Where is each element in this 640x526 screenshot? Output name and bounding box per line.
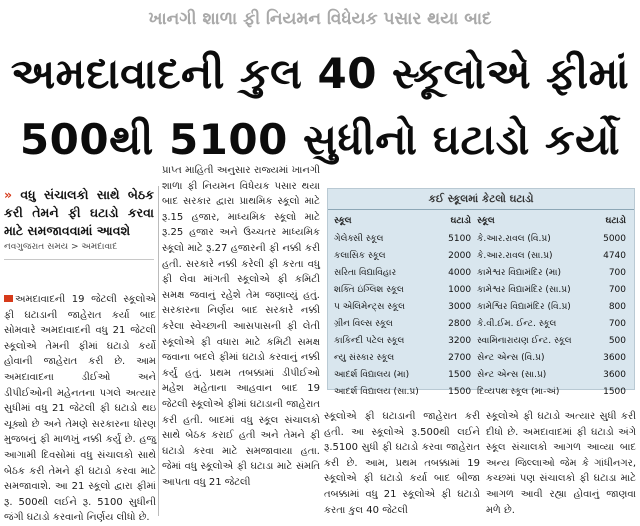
column-divider	[158, 186, 159, 516]
fee-reduction-table	[332, 211, 630, 400]
table-row	[332, 298, 630, 315]
sidebar-title	[4, 186, 154, 240]
table-row	[332, 349, 630, 366]
article-column-4	[486, 409, 636, 518]
table-cell-school: કે.આર.રાવલ (વિ.પ્ર)	[477, 233, 551, 244]
table-cell-reduction: 3600	[603, 352, 626, 363]
table-cell-reduction: 4740	[603, 250, 626, 261]
arrow-icon: »	[4, 187, 13, 202]
headline-line-1: અમદાવાદની કુલ 40 સ્કૂલોએ ફીમાં	[10, 49, 630, 98]
table-cell-reduction: 1500	[448, 386, 472, 397]
table-title-divider	[328, 209, 634, 210]
table-cell-reduction: 700	[608, 267, 626, 278]
table-row	[332, 247, 630, 264]
table-cell-school: આદર્શ વિદ્યાલય (મા)	[334, 369, 410, 380]
table-cell-school: કલાસિક સ્કૂલ	[334, 250, 386, 261]
table-cell-reduction: 500	[608, 335, 626, 346]
table-cell-reduction: 1000	[448, 284, 472, 295]
table-header-row	[332, 211, 630, 230]
table-cell-school: કામેશ્વિર વિદ્યામંદિર (વિ.પ્ર)	[477, 301, 571, 312]
table-cell-school: સેન્ટ એન્સ (વિ.પ્ર)	[477, 352, 545, 363]
table-cell-school: કામેશ્વર વિદ્યામંદિર (સા.પ્ર)	[477, 284, 571, 295]
table-header-reduction: ઘટાડો	[605, 215, 626, 226]
table-cell-reduction: 2000	[448, 250, 472, 261]
table-row	[332, 230, 630, 247]
headline-line-2: 500થી 5100 સુધીનો ઘટાડો કર્યો	[19, 115, 621, 164]
sidebar-summary	[4, 186, 154, 260]
article-column-2-text: પ્રાપ્ત માહિતી અનુસાર રાજ્યમાં ખાનગી શાળા ફી નિયમન વિધેયક પસાર થયા બાદ સરકાર દ્વારા પ્રાથમિક સ્કૂલો માટે રૂ.15 હજાર, માધ્યમિક સ્કૂલો માટે રૂ.25 હજાર અને ઉચ્ચતર માધ્યમિક સ્કૂલો માટે રૂ.27 હજારની ફી નક્કી કરી હતી. સરકારે નક્કી કરેલી ફી કરતા વધુ ફી લેવા માંગતી સ્કૂલોએ ફી કમિટી સમક્ષ જવાનું રહેશે તેમ જણાવ્યું હતું. સરકારના નિર્ણય બાદ સરકારે નક્કી કરેલા સ્વેચ્છાની આસપાસની ફી લેતી સ્કૂલોએ ફી વધારા માટે કમિટી સમક્ષ જવાના બદલે ફીમાં ઘટાડો કરવાનું નક્કી કર્યું હતું. પ્રથમ તબક્કામાં ડીપીઈઓ મહેશ મહેતાના આહવાન બાદ 19 જેટલી સ્કૂલોએ ફીમાં ઘટાડાની જાહેરાત કરી હતી. બાદમાં વધુ સ્કૂલ સંચાલકો સાથે બેઠક કરાઈ હતી અને તેમને ફી ઘટાડો કરવા માટે સમજાવાયા હતા. જેમાં વધુ સ્કૂલોએ ફી ઘટાડા માટે સંમતિ આપતા વધુ 21 જેટલી	[162, 165, 320, 488]
table-cell-reduction: 800	[608, 301, 626, 312]
table-cell-reduction: 3200	[448, 335, 472, 346]
article-column-4-text: સ્કૂલોએ ફી ઘટાડો અત્યાર સુધી કરી દીધો છે. અમદાવાદમાં ફી ઘટાડો અંગે સ્કૂલ સંચાલકો આગળ આવ્યા બાદ અન્ય જિલ્લાઓ જેમ કે ગાંધીનગર, કચ્છમાં પણ સંચાલકો ફી ઘટાડા માટે આગળ આવી રહ્યા હોવાનું જાણવા મળે છે.	[486, 411, 636, 516]
fee-reduction-table-box	[327, 188, 635, 397]
article-column-3-text: સ્કૂલોએ ફી ઘટાડાની જાહેરાત કરી હતી. આ સ્કૂલોએ રૂ.500થી લઈને રૂ.5100 સુધી ફી ઘટાડો કરવા જાહેરાત કરી છે. આમ, પ્રથમ તબક્કામાં 19 સ્કૂલોએ ફી ઘટાડો કર્યા બાદ બીજા તબક્કામાં વધુ 21 સ્કૂલોએ ફી ઘટાડો કરતા કુલ 40 જેટલી	[324, 411, 480, 516]
paragraph-marker-icon	[4, 295, 13, 302]
table-cell-school: શક્તિ ઇંગ્લિશ સ્કૂલ	[334, 284, 404, 295]
article-column-1	[4, 292, 156, 526]
table-cell-school: દિવ્યપથ સ્કૂલ (મા-અં)	[477, 386, 560, 397]
table-cell-school: ન્યુ સંસ્કાર સ્કૂલ	[334, 352, 395, 363]
table-cell-reduction: 4000	[448, 267, 472, 278]
kicker-headline: ખાનગી શાળા ફી નિયમન વિધેયક પસાર થયા બાદ	[148, 9, 492, 29]
byline: નવગુજરાત સમય > અમદાવાદ	[4, 240, 154, 260]
table-cell-school: કે.વી.ઈમ. ઈન્ટ. સ્કૂલ	[477, 318, 557, 329]
table-cell-school: ગેલેક્સી સ્કૂલ	[334, 233, 384, 244]
table-cell-reduction: 3600	[603, 369, 626, 380]
article-column-1-text: અમદાવાદની 19 જેટલી સ્કૂલોએ ફી ઘટાડાની જાહેરાત કર્યા બાદ સોમવારે અમદાવાદની વધુ 21 જેટલી સ્કૂલોએ તેમની ફીમાં ઘટાડો કર્યો હોવાની જાહેરાત કરી છે. આમ અમદાવાદના ડીઈઓ અને ડીપીઈઓની મહેનતના પગલે અત્યાર સુધીમાં વધુ 21 જેટલી ફી ઘટાડો થઇ ચૂક્યો છે અને તેમણે સરકારના ધોરણ મુજબનું ફી માળખું નક્કી કર્યું છે. હજુ આગામી દિવસોમાં વધુ સંચાલકો સાથે બેઠક કરી તેમને ફી ઘટાડો કરવા માટે સમજાવાશે. આ 21 સ્કૂલો દ્વારા ફીમાં રૂ. 500થી લઈને રૂ. 5100 સુધીની જંગી ઘટાડો કરવાનો નિર્ણય લીધો છે.	[4, 294, 156, 524]
table-cell-reduction: 2800	[448, 318, 472, 329]
table-cell-school: કામેશ્વર વિદ્યામંદિર (મા)	[477, 267, 561, 278]
article-column-3	[324, 409, 480, 518]
table-header-reduction: ઘટાડો	[450, 215, 472, 226]
table-cell-school: આદર્શ વિદ્યાલય (સા.પ્ર)	[334, 386, 419, 397]
table-cell-reduction: 700	[608, 318, 626, 329]
table-cell-reduction: 1500	[448, 369, 472, 380]
table-row	[332, 366, 630, 383]
table-row	[332, 315, 630, 332]
table-cell-school: સરિતા વિદ્યાવિહાર	[334, 267, 397, 278]
table-cell-reduction: 1500	[603, 386, 626, 397]
table-cell-school: પ એલિમેન્ટ્સ સ્કૂલ	[334, 301, 405, 312]
table-cell-school: સ્વામિનારાયણ ઈન્ટ. સ્કૂલ	[477, 335, 572, 346]
table-cell-school: સેન્ટ એન્સ (સા.પ્ર)	[477, 369, 547, 380]
table-header-school: સ્કૂલ	[334, 215, 352, 226]
table-row	[332, 281, 630, 298]
table-cell-reduction: 5100	[448, 233, 472, 244]
article-column-2	[162, 163, 320, 490]
table-cell-school: કાકિન્દી પટેલ સ્કૂલ	[334, 335, 405, 346]
table-title: કઈ સ્કૂલમાં કેટલો ઘટાડો	[428, 193, 534, 205]
table-cell-reduction: 700	[608, 284, 626, 295]
table-cell-reduction: 2700	[448, 352, 472, 363]
table-row	[332, 264, 630, 281]
table-cell-school: કે.આર.રાવલ (સા.પ્ર)	[477, 250, 553, 261]
table-cell-school: ગ્રીન વિલ્સ સ્કૂલ	[334, 318, 393, 329]
sidebar-title-text: વધુ સંચાલકો સાથે બેઠક કરી તેમને ફી ઘટાડો કરવા માટે સમજાવવામાં આવશે	[4, 187, 155, 238]
table-row	[332, 383, 630, 400]
table-cell-reduction: 5000	[603, 233, 626, 244]
table-cell-reduction: 3000	[448, 301, 472, 312]
table-header-school: સ્કૂલ	[477, 215, 495, 226]
table-row	[332, 332, 630, 349]
